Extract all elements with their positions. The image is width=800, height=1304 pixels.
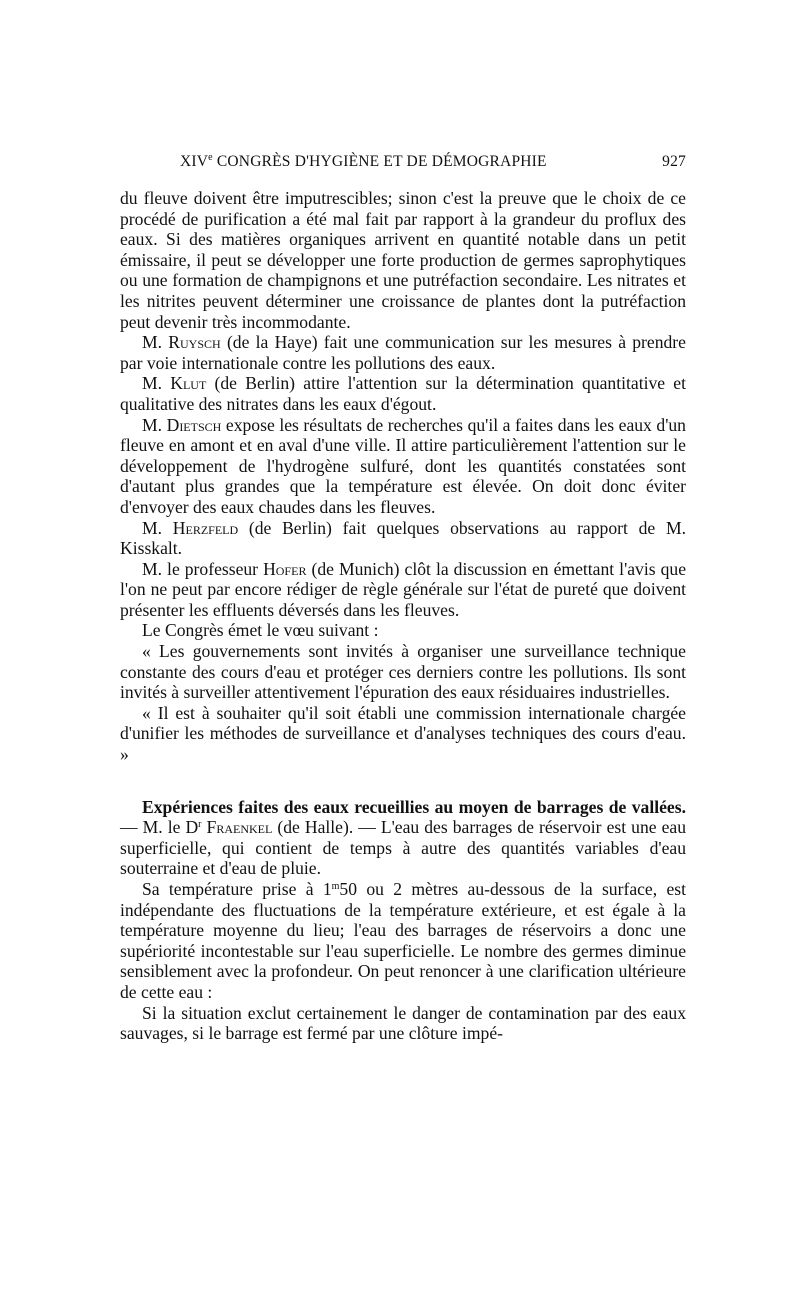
section-spacer <box>120 765 686 797</box>
person-name: Ruysch <box>168 332 221 353</box>
quotation: « Il est à souhaiter qu'il soit établi une commission internationale chargée d'unifier les méthodes de surveillance et d'analyses techniques des cours d'eau. » <box>120 702 686 765</box>
paragraph: Sa température prise à 1$^m$50 ou 2 mètres au-dessous de la surface, est indépendante des fluctuations de la température extérieure, et est égale à la température moyenne du lieu; l'eau des barrages de réservoirs a donc une supériorité incontestable sur l'eau superficielle. Le nombre des germes diminue sensiblement avec la profondeur. On peut renoncer à une clarification ultérieure de cette eau : <box>120 879 686 1002</box>
section-paragraph: Expériences faites des eaux recueillies au moyen de barrages de vallées. — M. le $D^r$ Fraenkel (de Halle). — L'eau des barrages de réservoir est une eau superficielle, qui contient de temps à autre des quantités variables d'eau souterraine et d'eau de pluie. <box>120 796 686 879</box>
paragraph: M. Klut (de Berlin) attire l'attention sur la détermination quantitative et qualitative des nitrates dans les eaux d'égout. <box>120 373 686 414</box>
person-name: Hofer <box>263 558 307 579</box>
paragraph: M. Herzfeld (de Berlin) fait quelques observations au rapport de M. Kisskalt. <box>120 517 686 559</box>
person-name: Herzfeld <box>172 517 239 538</box>
paragraph: Le Congrès émet le vœu suivant : <box>142 620 379 641</box>
person-name: Dietsch <box>166 414 222 435</box>
page <box>120 152 686 1044</box>
paragraph: M. Dietsch expose les résultats de recherches qu'il a faites dans les eaux d'un fleuve en amont et en aval d'une ville. Il attire particulièrement l'attention sur le développement de l'hydrogène sulfuré, dont les quantités constatées sont d'autant plus grandes que la température est élevée. On doit donc éviter d'envoyer des eaux chaudes dans les fleuves. <box>120 414 686 517</box>
paragraph: M. le professeur Hofer (de Munich) clôt la discussion en émettant l'avis que l'on ne peut par encore rédiger de règle générale sur l'état de pureté que doivent présenter les effluents déversés dans les fleuves. <box>120 558 686 620</box>
section-heading: Expériences faites des eaux recueillies au moyen de barrages de vallées. <box>142 796 686 817</box>
paragraph: du fleuve doivent être imputrescibles; sinon c'est la preuve que le choix de ce procédé de purification a été mal fait par rapport à la grandeur du proflux des eaux. Si des matières organiques arrivent en quantité notable dans un petit émissaire, il peut se développer une forte production de germes saprophytiques ou une formation de champignons et une putréfaction secondaire. Les nitrates et les nitrites peuvent déterminer une croissance de plantes dont la putréfaction peut devenir très incommodante. <box>120 188 686 332</box>
paragraph: M. Ruysch (de la Haye) fait une communication sur les mesures à prendre par voie internationale contre les pollutions des eaux. <box>120 332 686 373</box>
running-header <box>120 152 686 174</box>
running-title: XIVe CONGRÈS D'HYGIÈNE ET DE DÉMOGRAPHIE <box>180 152 547 170</box>
person-name: Klut <box>170 373 207 394</box>
page-number: 927 <box>662 153 686 170</box>
quotation: « Les gouvernements sont invités à organiser une surveillance technique constante des cours d'eau et protéger ces derniers contre les pollutions. Ils sont invités à surveiller attentivement l'épuration des eaux résiduaires industrielles. <box>120 641 686 703</box>
person-name: Fraenkel <box>206 817 273 838</box>
paragraph: Si la situation exclut certainement le danger de contamination par des eaux sauvages, si le barrage est fermé par une clôture impé- <box>120 1002 686 1044</box>
